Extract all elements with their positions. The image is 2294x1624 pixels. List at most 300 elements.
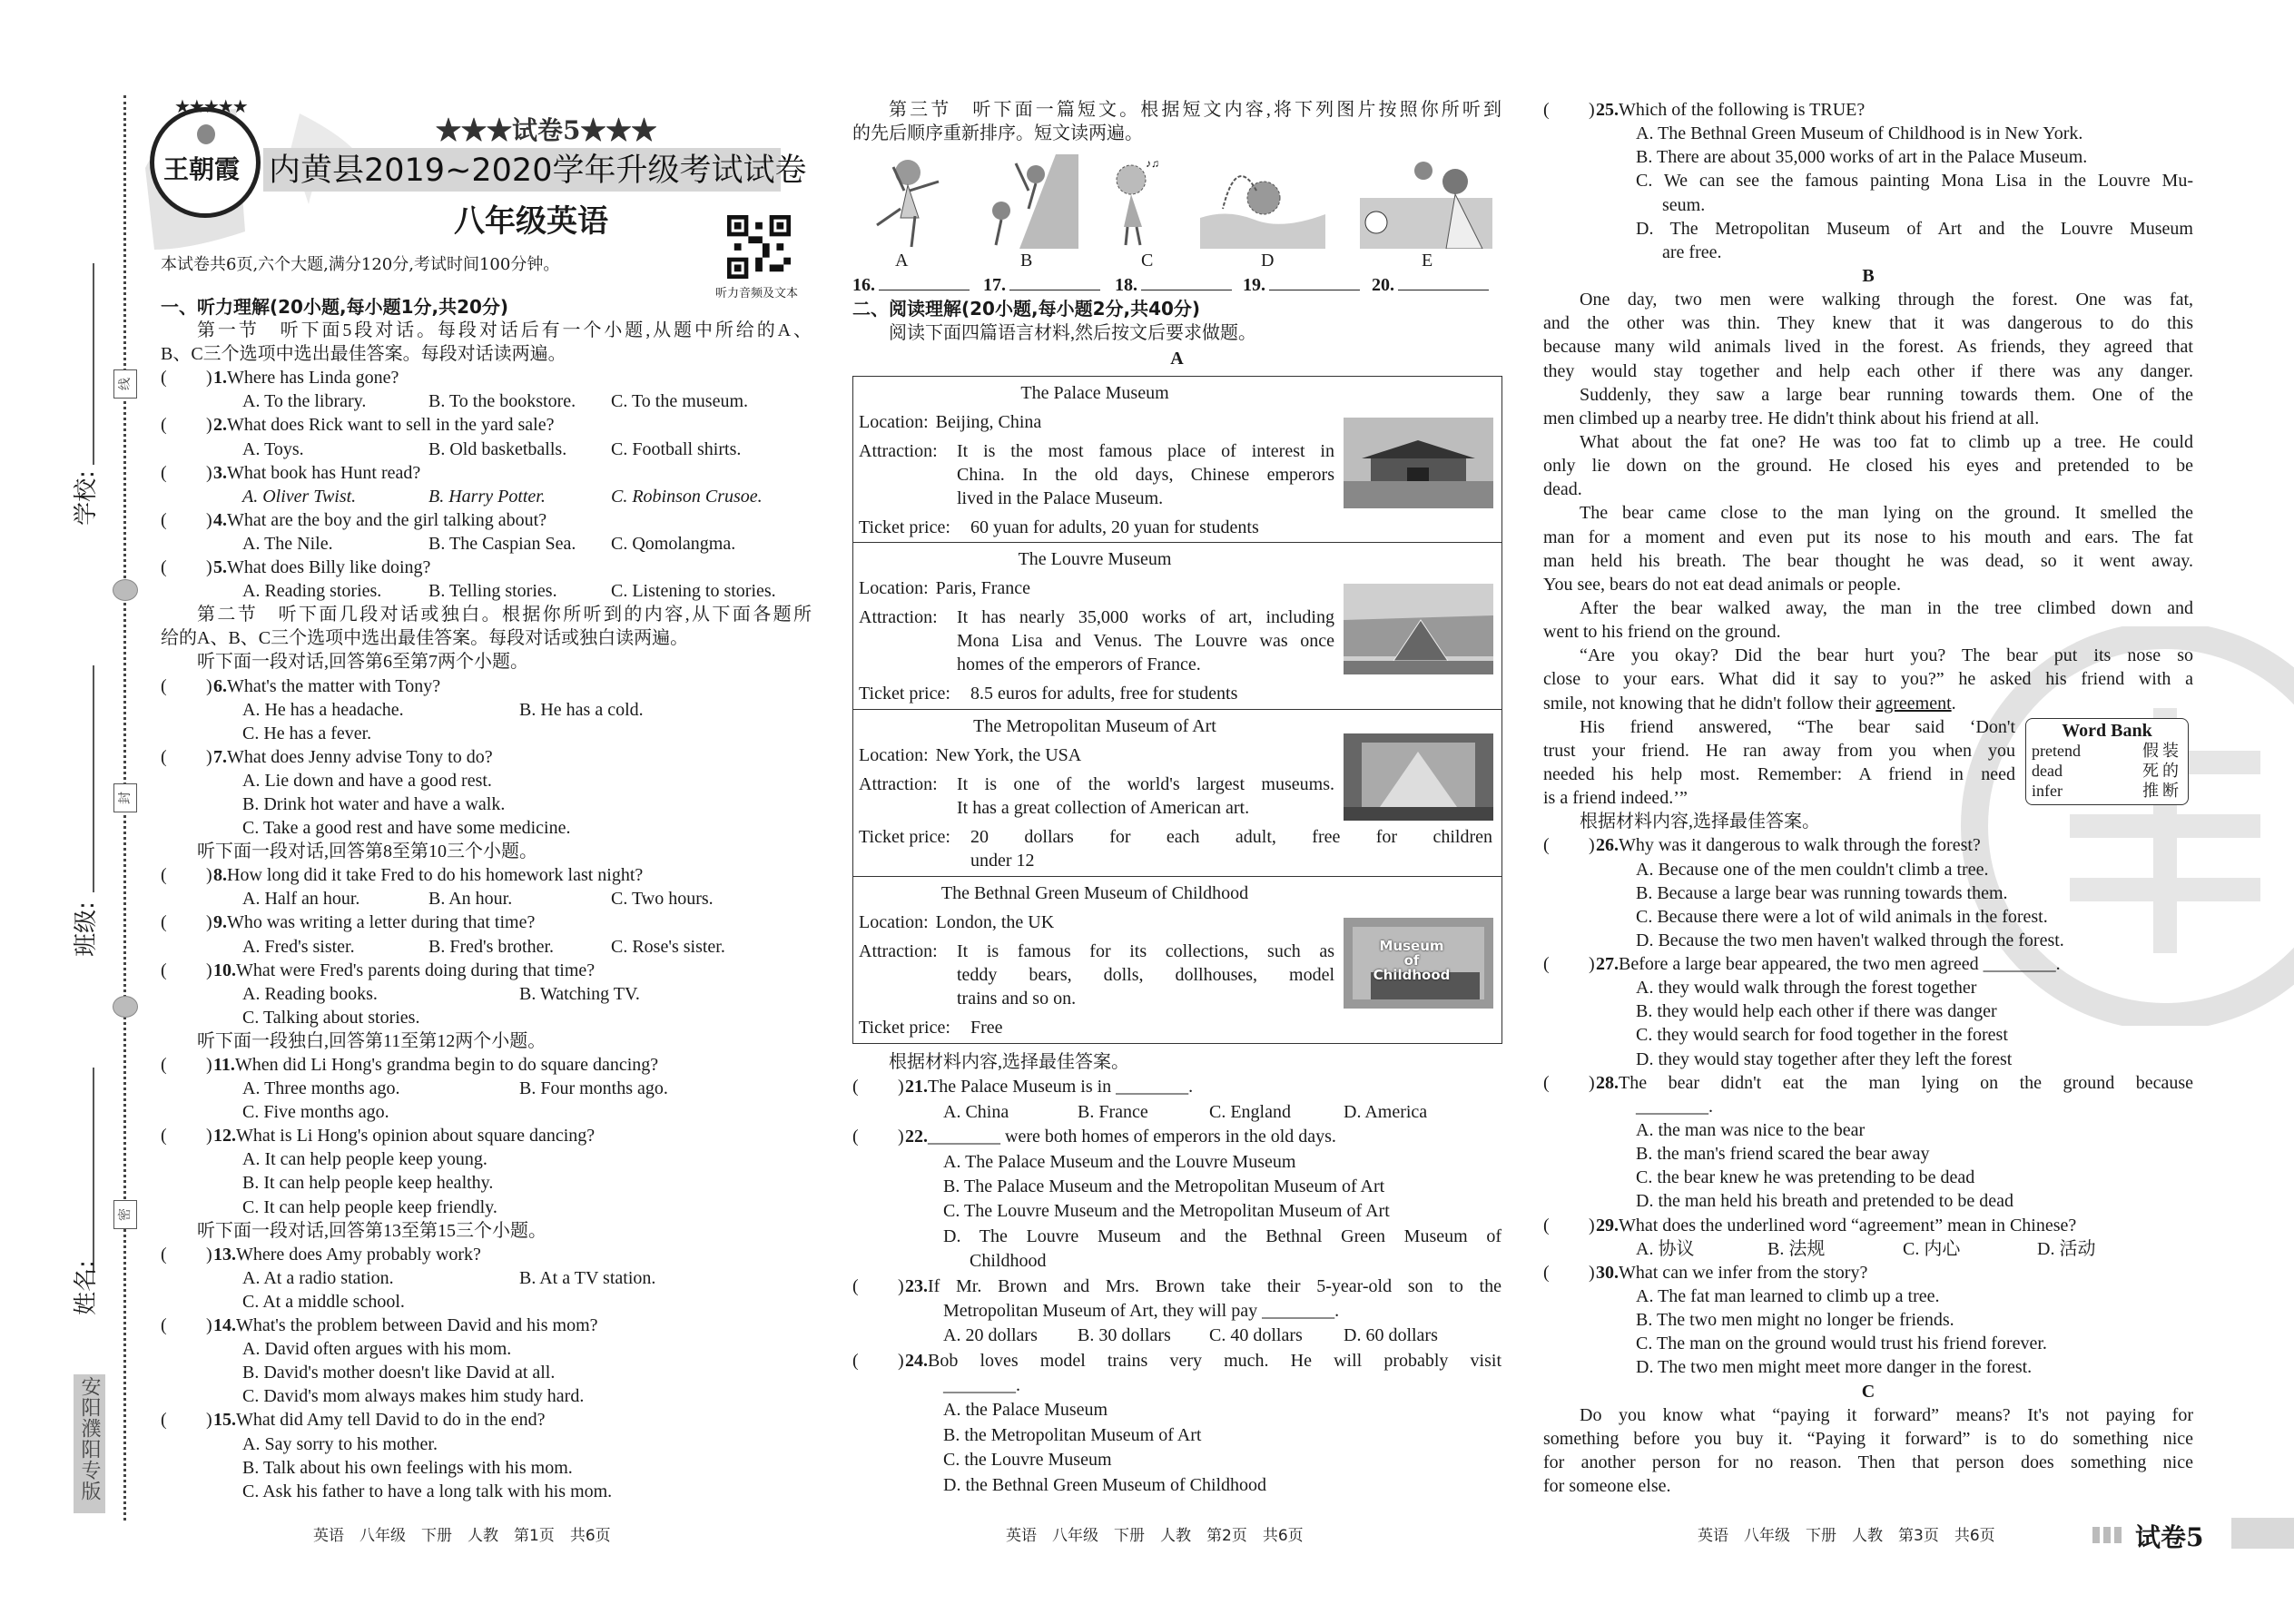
question-number: 26. [1596,835,1619,856]
answer-option[interactable]: C. We can see the famous painting Mona Lisa in the Louvre Mu- [1636,171,2193,192]
name-label: 姓名: [72,1260,100,1315]
logo-text: 王朝霞 [163,154,241,184]
question-text [213,556,430,579]
school-field-line [93,263,94,465]
answer-bracket-open[interactable]: ( [161,557,167,578]
answer-bracket-open[interactable]: ( [161,675,167,696]
word-bank-title: Word Bank [2062,721,2152,741]
answer-option[interactable]: C. The Louvre Museum and the Metropolitan Museum of Art [943,1201,1390,1222]
answer-bracket-close[interactable]: ) [206,1315,212,1336]
question-stem: Which of the following is TRUE? [1619,100,1866,120]
museum-name: The Bethnal Green Museum of Childhood [940,883,1249,903]
continuation-text: Metropolitan Museum of Art, they will pay ________. [943,1300,1340,1321]
question-number: 21. [905,1077,928,1097]
answer-option[interactable]: D. 活动 [2037,1238,2096,1259]
answer-bracket-open[interactable]: ( [161,1055,167,1075]
answer-option[interactable]: B. 30 dollars [1078,1325,1171,1346]
answer-option[interactable]: B. Telling stories. [428,581,557,602]
answer-bracket-close[interactable]: ) [206,865,212,886]
options-row [161,1384,812,1408]
location-label: Location: [859,745,929,765]
answer-bracket-close[interactable]: ) [898,1127,904,1147]
answer-option[interactable]: C. Ask his father to have a long talk with his mom. [242,1481,613,1501]
answer-bracket-close[interactable]: ) [206,415,212,436]
answer-bracket-open[interactable]: ( [161,462,167,483]
text-run: The bear came close to the man lying on the ground. It smelled the [1580,503,2193,524]
attraction-text: Mona Lisa and Venus. The Louvre was once [957,631,1334,651]
answer-blank[interactable] [1009,273,1100,290]
answer-option[interactable]: A. The Bethnal Green Museum of Childhood is in New York. [1636,123,2083,144]
answer-option[interactable]: A. He has a headache. [242,699,404,720]
answer-option[interactable]: D. The Metropolitan Museum of Art and the Louvre Museum [1636,218,2193,239]
question-stem: What are the boy and the girl talking about? [227,509,547,530]
answer-option[interactable]: A. Fred's sister. [242,936,355,957]
answer-bracket-open[interactable]: ( [852,1275,859,1296]
word-bank-english: infer [2032,782,2063,800]
question-text [213,366,399,389]
qr-code[interactable] [726,215,792,279]
answer-option[interactable]: A. Oliver Twist. [242,486,357,507]
answer-bracket-open[interactable]: ( [852,1350,859,1371]
options-row [161,722,812,745]
answer-option[interactable]: C. Qomolangma. [611,533,736,554]
answer-option[interactable]: A. It can help people keep young. [242,1149,487,1170]
question-number: 6. [213,675,227,696]
answer-blank[interactable] [1269,273,1360,290]
ordering-blank[interactable] [1243,273,1360,297]
paragraph-text [1543,692,2193,715]
answer-option[interactable]: A. the Palace Museum [943,1400,1108,1421]
ticket-text: 60 yuan for adults, 20 yuan for students [970,517,1259,537]
text-run: because many wild animals lived in the forest. As friends, they agreed that [1543,337,2193,358]
options-row [161,935,812,959]
answer-option[interactable]: C. He has a fever. [242,723,372,743]
text-run: 根据材料内容,选择最佳答案。 [1580,812,1820,832]
answer-option[interactable]: A. The Palace Museum and the Louvre Museum [943,1151,1296,1172]
ticket-text: 20 dollars for each adult, free for children [970,827,1492,847]
edition-badge [74,1374,105,1513]
answer-option[interactable]: A. 20 dollars [943,1325,1038,1346]
answer-option[interactable]: B. Watching TV. [519,983,640,1004]
question-text [213,745,493,769]
answer-bracket-close[interactable]: ) [1589,1215,1595,1235]
text-line [852,1299,1501,1324]
answer-option[interactable]: C. To the museum. [611,391,749,412]
text-run: man held his breath. The bear thought he was dead, so it went away. [1543,550,2193,571]
word-bank-entry [2032,761,2182,781]
text-run: 听下面一段对话,回答第8至第10三个小题。 [197,842,537,862]
underlined-word: agreement [1876,693,1952,714]
answer-option[interactable]: D. America [1344,1101,1428,1122]
options-row [852,1324,1501,1348]
answer-option[interactable]: B. The Palace Museum and the Metropolitan Museum of Art [943,1176,1385,1196]
paragraph-text [197,603,812,626]
answer-option[interactable]: A. Half an hour. [242,889,360,910]
question-text [213,1408,546,1432]
question-number: 3. [213,462,227,483]
paragraph-text [1543,1427,2193,1451]
options-row [161,485,812,508]
answer-bracket-open[interactable]: ( [161,509,167,530]
answer-bracket-close[interactable]: ) [898,1077,904,1097]
answer-option[interactable]: C. Robinson Crusoe. [611,486,763,507]
options-row [161,1456,812,1480]
paragraph-text [161,626,812,650]
answer-bracket-close[interactable]: ) [1589,954,1595,975]
ordering-blank[interactable] [983,273,1100,297]
question-row [161,461,812,485]
paragraph-text [1543,573,2193,596]
question-row [161,413,812,437]
answer-bracket-close[interactable]: ) [1589,1262,1595,1283]
answer-option[interactable]: C. they would search for food together in the forest [1636,1025,2008,1046]
answer-bracket-open[interactable]: ( [161,1244,167,1265]
question-text [1596,952,2061,976]
answer-blank[interactable] [879,273,970,290]
section3-intro-line: 第三节 听下面一篇短文。根据短文内容,将下列图片按照你所听到 [889,100,1501,120]
answer-bracket-open[interactable]: ( [161,1315,167,1336]
answer-option[interactable]: B. Fred's brother. [428,936,555,957]
answer-option[interactable]: C. At a middle school. [242,1291,405,1312]
attraction-line [957,987,1334,1010]
ordering-blank[interactable] [852,273,970,297]
text-line [161,295,812,319]
answer-option[interactable]: A. Because one of the men couldn't climb a tree. [1636,859,1989,880]
text-run: 听下面一段对话,回答第6至第7两个小题。 [197,652,528,673]
answer-bracket-open[interactable]: ( [852,1127,859,1147]
answer-option[interactable]: D. The two men might meet more danger in the forest. [1636,1357,2033,1378]
answer-bracket-open[interactable]: ( [1543,100,1550,120]
text-line [1543,667,2193,691]
answer-bracket-close[interactable]: ) [206,1244,212,1265]
answer-blank[interactable] [1141,273,1232,290]
question-number: 23. [905,1275,928,1296]
answer-option[interactable]: C. Rose's sister. [611,936,725,957]
question-number: 25. [1596,100,1619,120]
answer-option[interactable]: B. they would help each other if there was danger [1636,1001,1997,1022]
answer-bracket-close[interactable]: ) [898,1275,904,1296]
answer-bracket-close[interactable]: ) [206,746,212,767]
answer-bracket-open[interactable]: ( [161,368,167,389]
answer-option[interactable]: B. He has a cold. [519,699,644,720]
ticket-label: Ticket price: [859,684,950,704]
options-row [852,1473,1501,1498]
answer-option[interactable]: C. Take a good rest and have some medicine. [242,818,571,839]
question-row [161,508,812,532]
options-row [1543,1237,2193,1261]
answer-bracket-open[interactable]: ( [1543,954,1550,975]
answer-bracket-open[interactable]: ( [161,912,167,933]
answer-option[interactable]: A. China [943,1101,1009,1122]
word-bank-chinese: 推断 [2142,782,2182,800]
answer-bracket-open[interactable]: ( [161,415,167,436]
scissors-circle-icon [113,579,138,601]
answer-option[interactable]: A. Lie down and have a good rest. [242,770,492,791]
answer-bracket-open[interactable]: ( [161,1410,167,1431]
answer-option[interactable]: B. To the bookstore. [428,391,576,412]
text-run: 听下面一段对话,回答第13至第15三个小题。 [197,1220,546,1241]
answer-bracket-close[interactable]: ) [206,368,212,389]
answer-bracket-close[interactable]: ) [206,509,212,530]
answer-option[interactable]: B. the man's friend scared the bear away [1636,1144,1930,1165]
options-row [161,698,812,722]
answer-option[interactable]: A. To the library. [242,391,367,412]
answer-option[interactable]: B. 法规 [1767,1238,1826,1259]
question-number: 10. [213,960,236,980]
ordering-blank[interactable] [1115,273,1232,297]
answer-option[interactable]: D. Because the two men haven't walked through the forest. [1636,930,2064,950]
answer-bracket-close[interactable]: ) [206,1055,212,1075]
attraction-label: Attraction: [859,941,938,961]
question-text [213,508,546,532]
options-row [1543,1166,2193,1189]
answer-option[interactable]: B. It can help people keep healthy. [242,1173,494,1194]
logo-portrait [197,124,215,144]
question-row [1543,833,2193,857]
answer-bracket-close[interactable]: ) [206,960,212,980]
options-row [852,1150,1501,1175]
answer-bracket-open[interactable]: ( [1543,1072,1550,1093]
section3-intro [852,98,1501,145]
answer-option[interactable]: C. the bear knew he was pretending to be dead [1636,1167,1975,1188]
text-line [1543,1427,2193,1451]
answer-bracket-open[interactable]: ( [161,865,167,886]
page3-footer: 英语 八年级 下册 人教 第3页 共6页 [1698,1527,1995,1545]
question-text [1596,1214,2076,1237]
answer-option[interactable]: A. David often argues with his mom. [242,1339,512,1360]
answer-option[interactable]: B. There are about 35,000 works of art in the Palace Museum. [1636,147,2088,168]
paragraph-text [1543,549,2193,573]
logo-stars-icon: ★★★★★ [174,97,247,117]
answer-bracket-open[interactable]: ( [1543,1215,1550,1235]
answer-option[interactable]: C. The man on the ground would trust his friend forever. [1636,1334,2047,1354]
answer-bracket-close[interactable]: ) [1589,1072,1595,1093]
question-text [213,1053,658,1077]
answer-option[interactable]: B. Talk about his own feelings with his mom. [242,1457,573,1478]
answer-bracket-open[interactable]: ( [852,1077,859,1097]
museum-location [859,576,1496,600]
text-line [1543,288,2193,311]
answer-option[interactable]: B. Four months ago. [519,1078,668,1099]
answer-option[interactable]: A. the man was nice to the bear [1636,1120,1866,1141]
answer-option[interactable]: C. the Louvre Museum [943,1450,1112,1471]
answer-option[interactable]: B. The Caspian Sea. [428,533,576,554]
text-run: 第一节 听下面5段对话。每段对话后有一个小题,从题中所给的A、 [197,320,812,341]
text-line [1543,644,2193,667]
answer-option[interactable]: A. Toys. [242,438,304,459]
paragraph-text [1580,501,2193,525]
word-bank-chinese: 死的 [2142,762,2182,780]
answer-option[interactable]: D. The Louvre Museum and the Bethnal Green Museum of [943,1225,1501,1246]
answer-option[interactable]: A. Reading stories. [242,581,382,602]
answer-option[interactable]: C. Talking about stories. [242,1007,420,1028]
seal-mark-mi: 密 [113,1200,137,1229]
answer-option[interactable]: C. 内心 [1903,1238,1961,1259]
answer-option[interactable]: C. Football shirts. [611,438,742,459]
answer-option[interactable]: B. David's mother doesn't like David at all. [242,1363,556,1383]
answer-bracket-open[interactable]: ( [1543,835,1550,856]
answer-option[interactable]: A. Three months ago. [242,1078,400,1099]
answer-option[interactable]: D. the man held his breath and pretended to be dead [1636,1191,2013,1212]
ticket-line [859,682,1492,705]
paper-label: 试卷5 [2135,1522,2204,1552]
options-row [852,1225,1501,1249]
question-text [213,674,440,698]
question-text [213,1314,598,1337]
options-row [1543,905,2193,929]
text-line [1543,573,2193,596]
paragraph-text [1543,667,2193,691]
paragraph-text [889,1050,1501,1075]
text-line [161,1219,812,1243]
answer-option[interactable]: B. Drink hot water and have a walk. [242,793,506,814]
answer-bracket-close[interactable]: ) [1589,100,1595,120]
question-text [905,1075,1193,1099]
text-line [161,603,812,626]
answer-blank[interactable] [1398,273,1489,290]
answer-option[interactable]: A. The fat man learned to climb up a tree. [1636,1286,1940,1307]
answer-bracket-open[interactable]: ( [161,746,167,767]
question-number: 11. [213,1055,235,1075]
answer-option[interactable]: A. The Nile. [242,533,333,554]
answer-option[interactable]: D. 60 dollars [1344,1325,1438,1346]
answer-option[interactable]: B. the Metropolitan Museum of Art [943,1424,1202,1445]
answer-bracket-close[interactable]: ) [206,1410,212,1431]
attraction-line [859,773,1334,796]
text-run: is a friend indeed.’” [1543,788,1688,809]
paragraph-text [1543,1451,2193,1474]
text-line [1543,526,2193,549]
answer-option[interactable]: A. Reading books. [242,983,378,1004]
options-row [161,1196,812,1219]
location-value: New York, the USA [935,745,1082,765]
question-text [1596,1261,1867,1284]
attraction-text: It has a great collection of American art. [957,798,1250,818]
options-row [1543,999,2193,1023]
continuation-text: Childhood [970,1251,1047,1272]
answer-option[interactable]: B. Harry Potter. [428,486,546,507]
answer-bracket-close[interactable]: ) [206,912,212,933]
options-row [1543,1023,2193,1047]
question-row [161,1408,812,1432]
text-line [1543,596,2193,620]
paragraph-text [1543,407,2193,430]
picture-label: E [1422,251,1433,271]
text-run: 听下面一段独白,回答第11至第12两个小题。 [197,1030,546,1051]
answer-option[interactable]: B. The two men might no longer be friends. [1636,1310,1954,1331]
answer-option[interactable]: C. Five months ago. [242,1102,389,1123]
question-stem: What can we infer from the story? [1619,1262,1868,1283]
ticket-label: Ticket price: [859,517,950,537]
answer-bracket-close[interactable]: ) [206,1126,212,1147]
answer-bracket-open[interactable]: ( [161,1126,167,1147]
answer-option[interactable]: A. 协议 [1636,1238,1695,1259]
question-row [852,1275,1501,1299]
answer-option[interactable]: C. 40 dollars [1209,1325,1303,1346]
answer-bracket-close[interactable]: ) [898,1350,904,1371]
attraction-text: It is one of the world's largest museums. [957,774,1334,794]
museum-row [852,710,1502,877]
answer-option[interactable]: B. Old basketballs. [428,438,567,459]
text-run: for someone else. [1543,1476,1671,1497]
attraction-line [859,439,1334,463]
answer-bracket-open[interactable]: ( [1543,1262,1550,1283]
text-run: 根据材料内容,选择最佳答案。 [889,1052,1129,1072]
text-line [161,840,812,863]
answer-option[interactable]: C. Listening to stories. [611,581,776,602]
options-row [161,1480,812,1503]
answer-bracket-close[interactable]: ) [206,462,212,483]
question-stem: What is Li Hong's opinion about square dancing? [236,1126,596,1147]
answer-bracket-close[interactable]: ) [206,557,212,578]
answer-option[interactable]: A. they would walk through the forest together [1636,978,1977,999]
girl-singing-picture [1106,154,1171,249]
question-text [213,863,643,887]
picture-label: A [895,251,909,271]
picture-label: D [1261,251,1275,271]
text-line [1543,810,2193,833]
answer-option[interactable]: B. Because a large bear was running towards them. [1636,882,2008,903]
options-row [1543,881,2193,905]
exam-info: 本试卷共6页,六个大题,满分120分,考试时间100分钟。 [161,255,560,274]
options-row [161,982,812,1006]
answer-option[interactable]: D. they would stay together after they left the forest [1636,1048,2013,1069]
text-line [1543,620,2193,644]
answer-option[interactable]: C. David's mom always makes him study hard. [242,1386,585,1407]
footer-squares-decoration [2092,1527,2125,1543]
question-number: 29. [1596,1215,1619,1235]
answer-option[interactable]: C. Because there were a lot of wild animals in the forest. [1636,906,2048,927]
question-stem: Where does Amy probably work? [236,1244,481,1265]
attraction-line [957,796,1334,820]
options-row [161,438,812,461]
question-row [852,1125,1501,1149]
question-number: 7. [213,746,227,767]
answer-option[interactable]: A. Say sorry to his mother. [242,1433,438,1454]
ordering-blank[interactable] [1372,273,1489,297]
answer-bracket-close[interactable]: ) [206,675,212,696]
location-value: Paris, France [935,578,1031,598]
answer-option[interactable]: C. It can help people keep friendly. [242,1196,497,1217]
options-row [1543,122,2193,145]
qr-caption: 听力音频及文本 [715,287,799,300]
question-stem: Before a large bear appeared, the two men agreed ________. [1619,954,2061,975]
ticket-line [859,825,1492,849]
answer-option[interactable]: D. the Bethnal Green Museum of Childhood [943,1474,1267,1495]
answer-option[interactable]: A. At a radio station. [242,1267,394,1288]
text-line [161,650,812,674]
question-stem: Where has Linda gone? [227,368,399,389]
ticket-label: Ticket price: [859,827,950,847]
answer-option[interactable]: C. England [1209,1101,1291,1122]
answer-bracket-close[interactable]: ) [1589,835,1595,856]
answer-option[interactable]: B. At a TV station. [519,1267,656,1288]
section-heading: 一、听力理解(20小题,每小题1分,共20分) [161,296,509,318]
answer-bracket-open[interactable]: ( [161,960,167,980]
answer-option[interactable]: C. Two hours. [611,889,714,910]
options-row [1543,1189,2193,1213]
question-stem: The Palace Museum is in ________. [928,1077,1194,1097]
paragraph-text [1543,454,2193,477]
class-field-line [93,665,94,892]
answer-option[interactable]: B. France [1078,1101,1148,1122]
attraction-text: trains and so on. [957,989,1077,1009]
answer-option[interactable]: B. An hour. [428,889,513,910]
options-row [161,389,812,413]
paragraph-text [1543,1474,2193,1498]
museum-location [859,910,1496,934]
ticket-line [859,1016,1492,1039]
